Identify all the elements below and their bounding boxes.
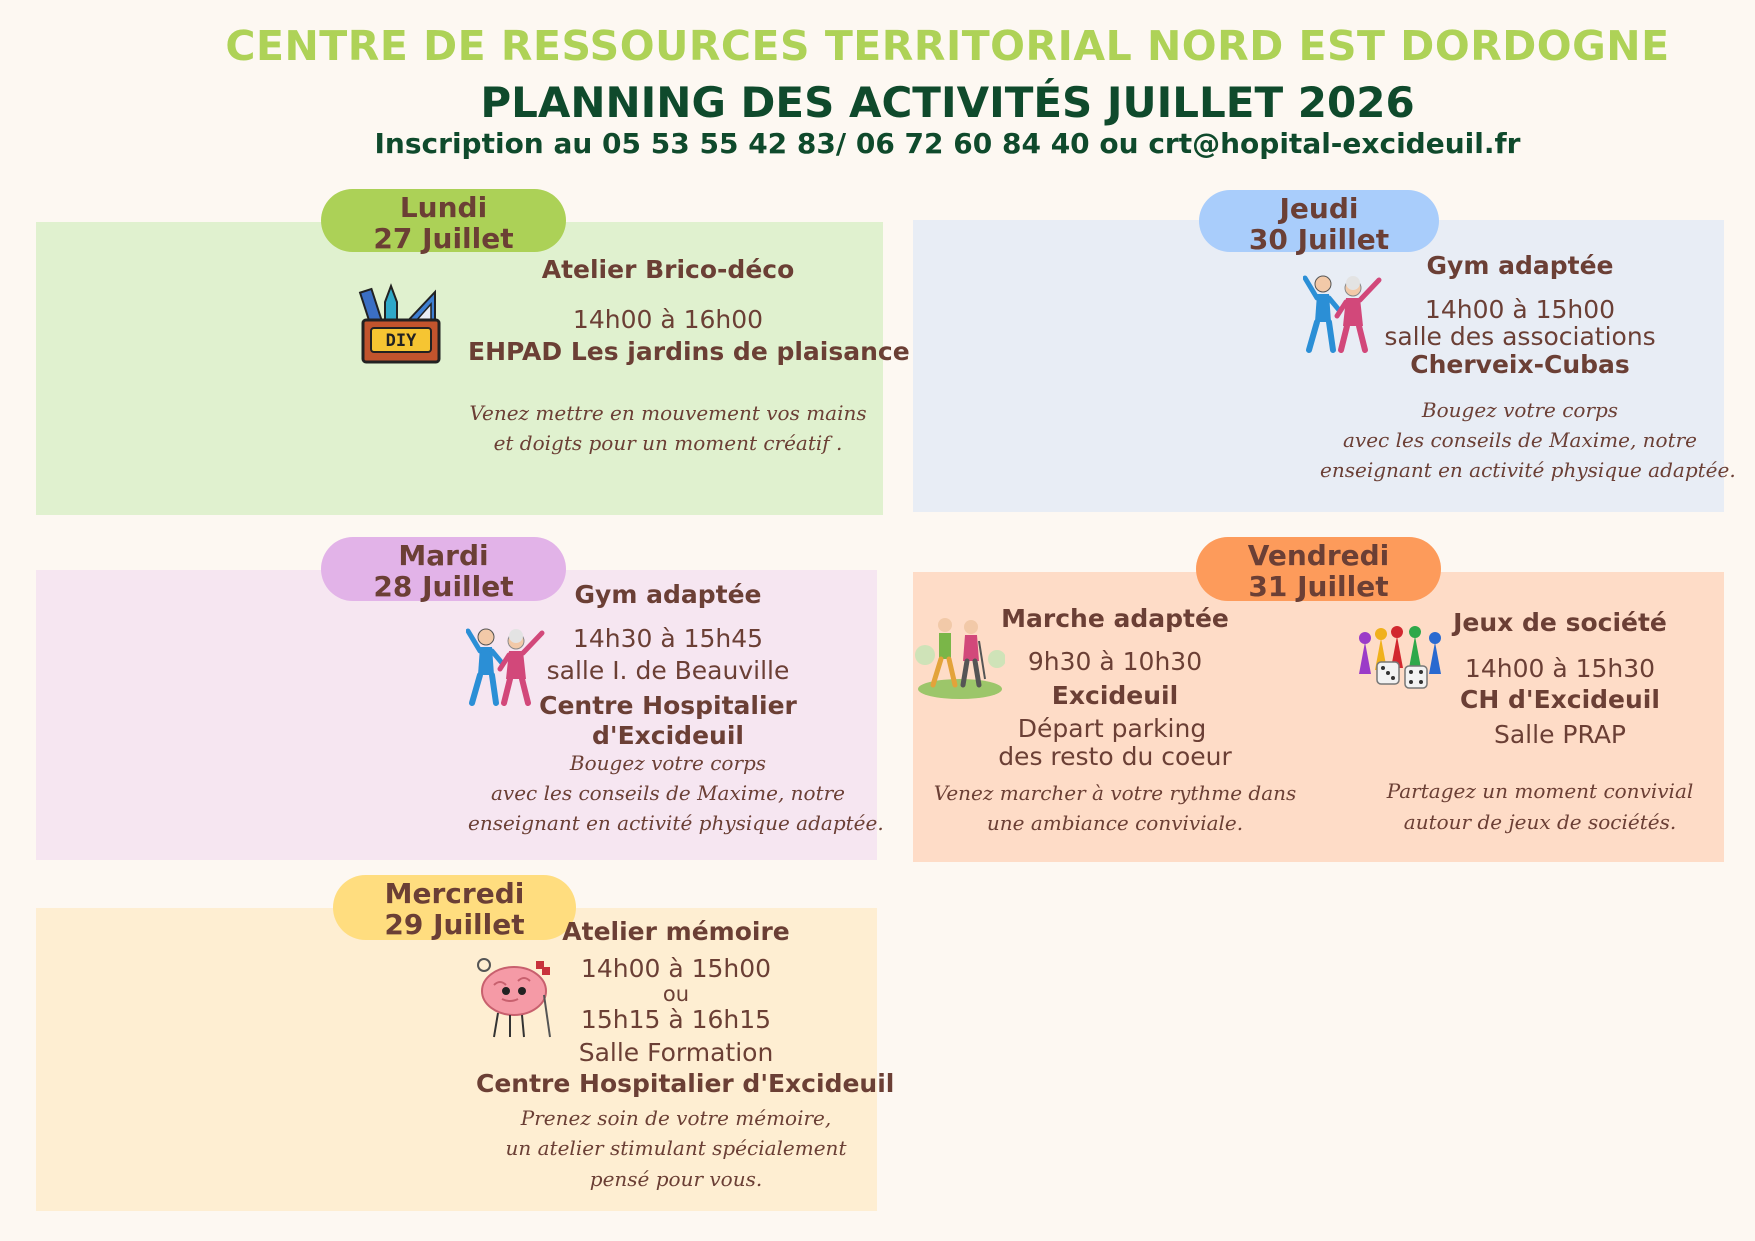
wednesday-date: 29 Juillet (384, 908, 525, 941)
friday-walk-activity: Marche adaptée (1001, 604, 1229, 633)
friday-day: Vendredi (1247, 539, 1390, 572)
friday-walk-time: 9h30 à 10h30 (1027, 647, 1203, 676)
thursday-date-pill (1199, 190, 1439, 256)
friday-games-description-line-1: Partagez un moment convivial (1386, 779, 1694, 803)
friday-date: 31 Juillet (1248, 570, 1389, 603)
monday-time: 14h00 à 16h00 (572, 305, 764, 334)
tuesday-place-line-2: d'Excideuil (592, 721, 744, 750)
friday-games-time: 14h00 à 15h30 (1464, 654, 1656, 683)
wednesday-room: Salle Formation (578, 1038, 774, 1067)
wednesday-time-1: 14h00 à 15h00 (580, 954, 772, 983)
wednesday-or: ou (662, 982, 690, 1006)
contact-line: Inscription au 05 53 55 42 83/ 06 72 60 84 40 ou crt@hopital-excideuil.fr (374, 127, 1521, 160)
tuesday-activity: Gym adaptée (574, 580, 762, 609)
tuesday-description-line-1: Bougez votre corps (569, 751, 767, 775)
tuesday-description-line-2: avec les conseils de Maxime, notre (490, 781, 846, 805)
page-title: PLANNING DES ACTIVITÉS JUILLET 2026 (480, 78, 1415, 127)
thursday-place: Cherveix-Cubas (1410, 350, 1630, 379)
tuesday-place-line-1: Centre Hospitalier (539, 691, 797, 720)
tuesday-room: salle I. de Beauville (546, 656, 790, 685)
tuesday-description-line-3: enseignant en activité physique adaptée. (468, 811, 884, 835)
thursday-room: salle des associations (1384, 322, 1656, 351)
monday-activity: Atelier Brico-déco (541, 255, 795, 284)
thursday-activity: Gym adaptée (1426, 251, 1614, 280)
monday-place: EHPAD Les jardins de plaisance (468, 337, 910, 366)
thursday-date: 30 Juillet (1248, 223, 1390, 256)
monday-day: Lundi (399, 191, 488, 224)
wednesday-time-2: 15h15 à 16h15 (580, 1005, 772, 1034)
friday-games-description-line-2: autour de jeux de sociétés. (1403, 810, 1677, 834)
diy-label: DIY (385, 331, 417, 351)
monday-description-line-1: Venez mettre en mouvement vos mains (469, 401, 867, 425)
wednesday-place: Centre Hospitalier d'Excideuil (476, 1069, 895, 1098)
thursday-day: Jeudi (1279, 192, 1359, 225)
friday-games-place: CH d'Excideuil (1460, 685, 1660, 714)
thursday-description-line-1: Bougez votre corps (1421, 398, 1619, 422)
thursday-time: 14h00 à 15h00 (1424, 295, 1616, 324)
diy-toolbox-icon (357, 282, 445, 366)
thursday-description-line-3: enseignant en activité physique adaptée. (1320, 458, 1736, 482)
friday-walk-meeting-line-2: des resto du coeur (998, 742, 1232, 771)
monday-date: 27 Juillet (373, 222, 514, 255)
friday-walk-meeting-line-1: Départ parking (1017, 714, 1207, 743)
friday-games-activity: Jeux de société (1453, 608, 1667, 637)
tuesday-day: Mardi (398, 539, 489, 572)
wednesday-description-line-2: un atelier stimulant spécialement (505, 1136, 847, 1160)
monday-description-line-2: et doigts pour un moment créatif . (493, 431, 843, 455)
friday-walk-place: Excideuil (1051, 681, 1179, 710)
organization-title: CENTRE DE RESSOURCES TERRITORIAL NORD EST DORDOGNE (225, 22, 1670, 70)
wednesday-description-line-1: Prenez soin de votre mémoire, (520, 1106, 832, 1130)
friday-date-pill (1196, 537, 1441, 601)
wednesday-day: Mercredi (384, 877, 525, 910)
wednesday-description-line-3: pensé pour vous. (589, 1167, 763, 1191)
monday-date-pill (321, 189, 566, 255)
friday-walk-description-line-2: une ambiance conviviale. (986, 811, 1244, 835)
friday-games-room: Salle PRAP (1493, 720, 1627, 749)
tuesday-date: 28 Juillet (373, 570, 514, 603)
wednesday-activity: Atelier mémoire (562, 917, 790, 946)
friday-walk-description-line-1: Venez marcher à votre rythme dans (933, 781, 1297, 805)
tuesday-time: 14h30 à 15h45 (572, 624, 764, 653)
thursday-description-line-2: avec les conseils de Maxime, notre (1342, 428, 1698, 452)
